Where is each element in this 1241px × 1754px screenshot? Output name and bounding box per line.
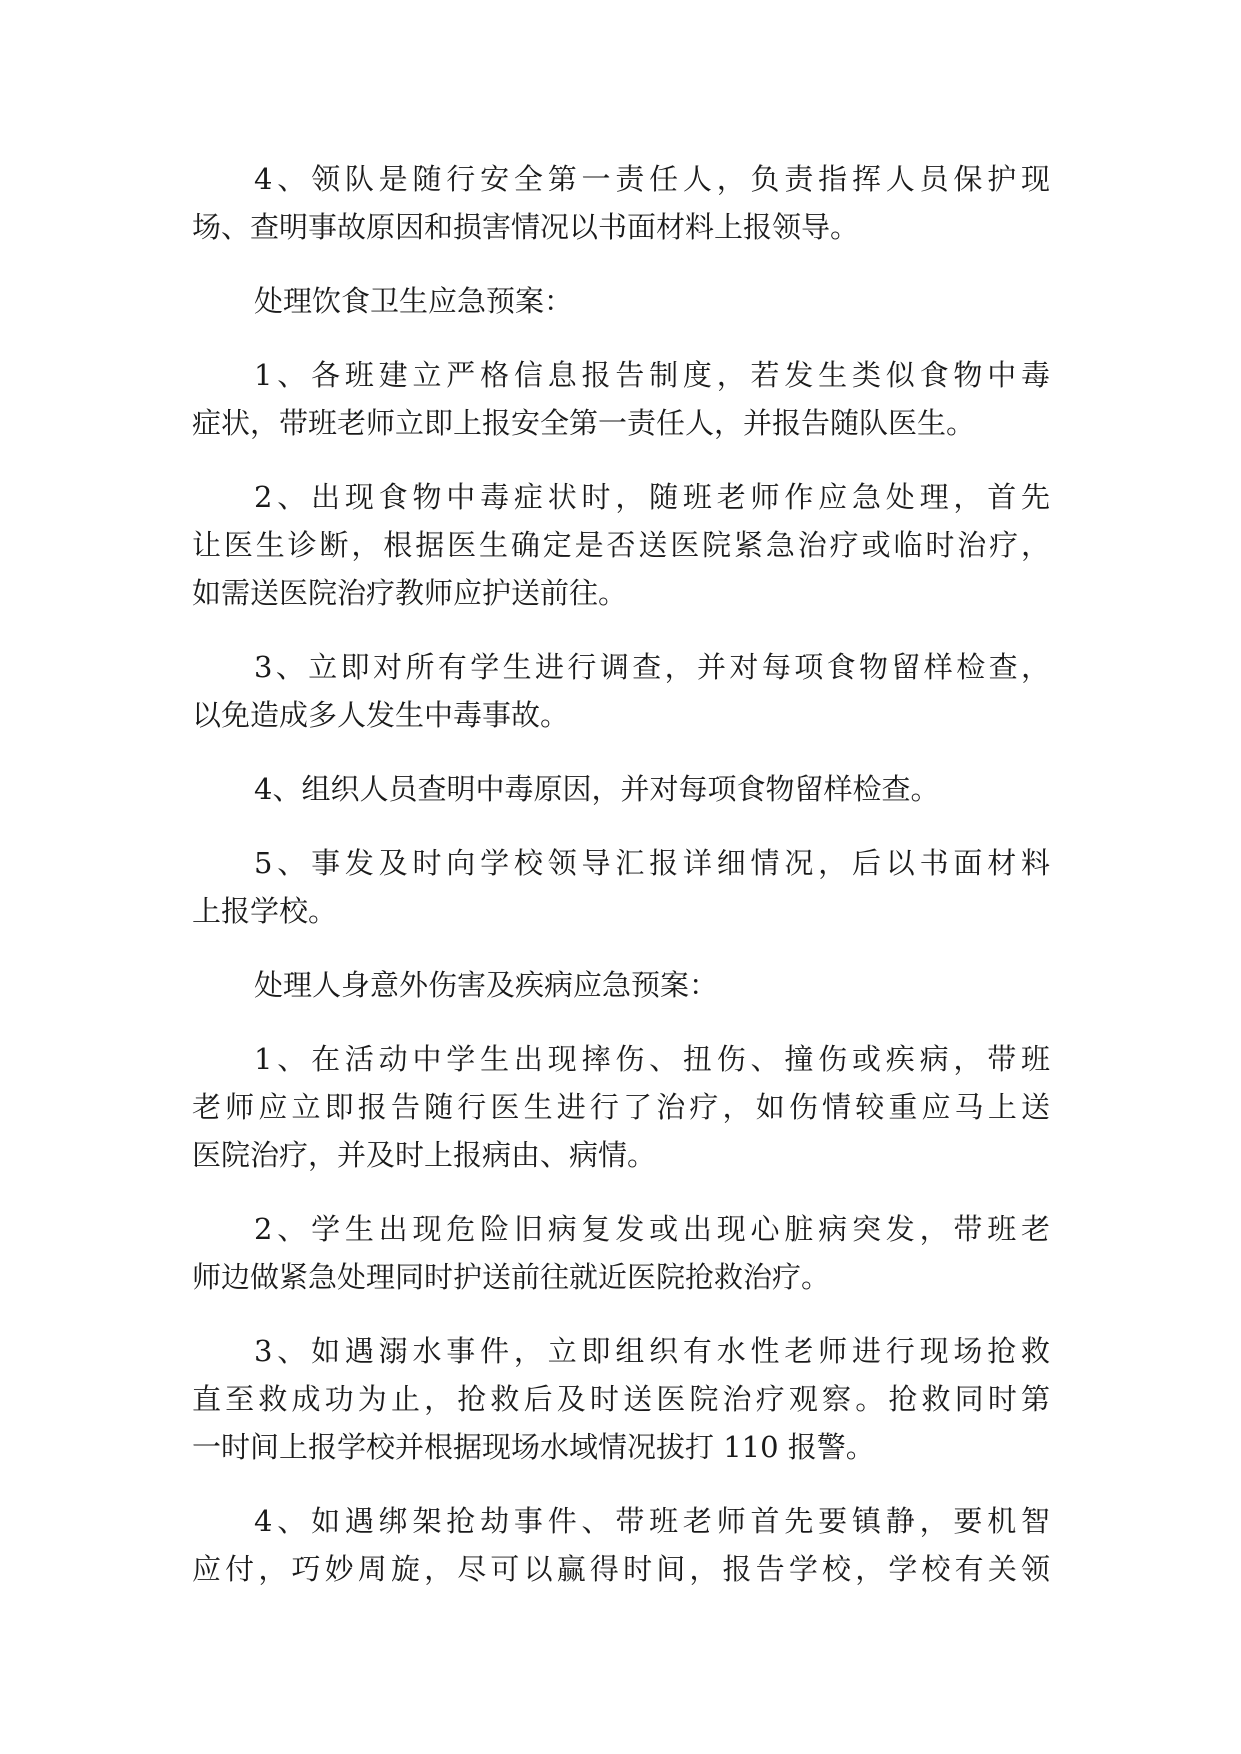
document-body: [192, 155, 1050, 1593]
text-line: 让医生诊断，根据医生确定是否送医院紧急治疗或临时治疗，: [192, 528, 1050, 562]
text-line: 4、组织人员查明中毒原因，并对每项食物留样检查。: [254, 772, 940, 806]
text-line: 1、各班建立严格信息报告制度，若发生类似食物中毒: [254, 358, 1050, 392]
paragraph: [192, 765, 1050, 813]
text-line: 应付，巧妙周旋，尽可以赢得时间，报告学校，学校有关领: [192, 1552, 1050, 1586]
paragraph: [192, 351, 1050, 447]
text-line: 5、事发及时向学校领导汇报详细情况，后以书面材料: [254, 846, 1050, 880]
text-line: 上报学校。: [192, 894, 338, 928]
text-line: 2、出现食物中毒症状时，随班老师作应急处理，首先: [254, 480, 1050, 514]
text-line: 症状，带班老师立即上报安全第一责任人，并报告随队医生。: [192, 406, 976, 440]
text-line: 直至救成功为止，抢救后及时送医院治疗观察。抢救同时第: [192, 1382, 1050, 1416]
text-line: 一时间上报学校并根据现场水域情况拔打 110 报警。: [192, 1430, 875, 1464]
text-line: 师边做紧急处理同时护送前往就近医院抢救治疗。: [192, 1260, 831, 1294]
paragraph: [192, 643, 1050, 739]
text-line: 场、查明事故原因和损害情况以书面材料上报领导。: [192, 210, 860, 244]
text-line: 4、领队是随行安全第一责任人，负责指挥人员保护现: [254, 162, 1050, 196]
paragraph: [192, 1497, 1050, 1593]
paragraph: [192, 155, 1050, 251]
text-line: 以免造成多人发生中毒事故。: [192, 698, 570, 732]
text-line: 4、如遇绑架抢劫事件、带班老师首先要镇静，要机智: [254, 1504, 1050, 1538]
text-line: 1、在活动中学生出现摔伤、扭伤、撞伤或疾病，带班: [254, 1042, 1050, 1076]
text-line: 处理饮食卫生应急预案：: [254, 284, 574, 318]
paragraph: [192, 1205, 1050, 1301]
section-heading: [192, 277, 1050, 325]
text-line: 医院治疗，并及时上报病由、病情。: [192, 1138, 657, 1172]
text-line: 3、如遇溺水事件，立即组织有水性老师进行现场抢救: [254, 1334, 1050, 1368]
text-line: 3、立即对所有学生进行调查，并对每项食物留样检查，: [254, 650, 1050, 684]
paragraph: [192, 1327, 1050, 1471]
text-line: 处理人身意外伤害及疾病应急预案：: [254, 968, 719, 1002]
text-line: 如需送医院治疗教师应护送前往。: [192, 576, 628, 610]
text-line: 2、学生出现危险旧病复发或出现心脏病突发，带班老: [254, 1212, 1050, 1246]
section-heading: [192, 961, 1050, 1009]
paragraph: [192, 839, 1050, 935]
paragraph: [192, 473, 1050, 617]
paragraph: [192, 1035, 1050, 1179]
text-line: 老师应立即报告随行医生进行了治疗，如伤情较重应马上送: [192, 1090, 1050, 1124]
